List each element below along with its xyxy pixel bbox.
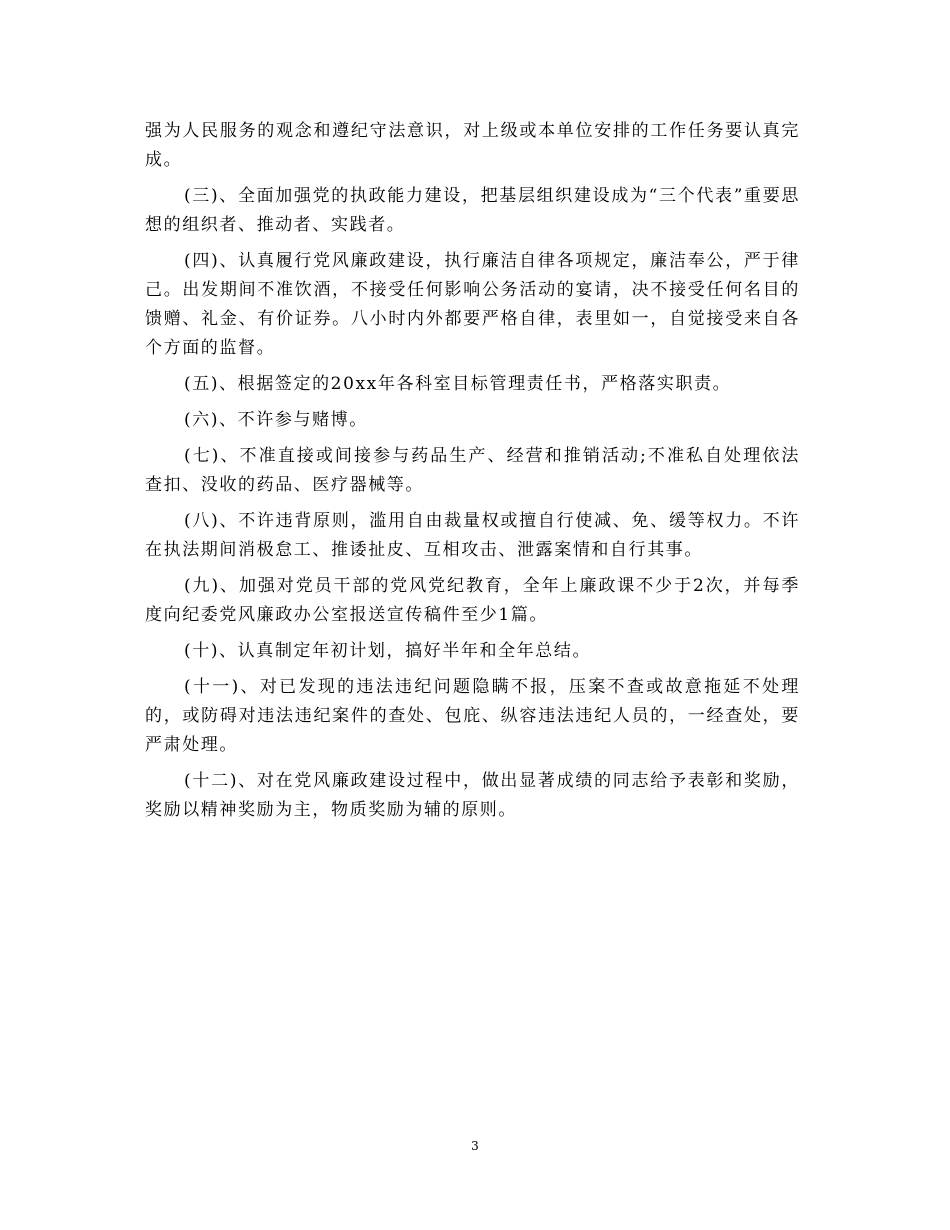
paragraph-item-12: (十二)、对在党风廉政建设过程中，做出显著成绩的同志给予表彰和奖励，奖励以精神奖励为主，物质奖励为辅的原则。 [145,771,800,820]
paragraph-item-9: (九)、加强对党员干部的党风党纪教育，全年上廉政课不少于2次，并每季度向纪委党风廉政办公室报送宣传稿件至少1篇。 [145,576,800,625]
paragraph-item-4: (四)、认真履行党风廉政建设，执行廉洁自律各项规定，廉洁奉公，严于律己。出发期间不准饮酒，不接受任何影响公务活动的宴请，决不接受任何名目的馈赠、礼金、有价证券。八小时内外都要严格自律，表里如一，自觉接受来自各个方面的监督。 [145,251,800,358]
page-number: 3 [471,1139,479,1153]
paragraph-item-7: (七)、不准直接或间接参与药品生产、经营和推销活动;不准私自处理依法查扣、没收的药品、医疗器械等。 [145,446,800,495]
paragraph-continuation: 强为人民服务的观念和遵纪守法意识，对上级或本单位安排的工作任务要认真完成。 [145,121,800,170]
paragraph-item-5: (五)、根据签定的20xx年各科室目标管理责任书，严格落实职责。 [184,374,732,394]
paragraph-item-6: (六)、不许参与赌博。 [184,410,368,430]
paragraph-item-3: (三)、全面加强党的执政能力建设，把基层组织建设成为“三个代表”重要思想的组织者、推动者、实践者。 [145,186,800,235]
document-body [145,117,800,832]
paragraph-item-11: (十一)、对已发现的违法违纪问题隐瞒不报，压案不查或故意拖延不处理的，或防碍对违法违纪案件的查处、包庇、纵容违法违纪人员的，一经查处，要严肃处理。 [145,677,800,755]
paragraph-item-8: (八)、不许违背原则，滥用自由裁量权或擅自行使减、免、缓等权力。不许在执法期间消极怠工、推诿扯皮、互相攻击、泄露案情和自行其事。 [145,511,800,560]
paragraph-item-10: (十)、认真制定年初计划，搞好半年和全年总结。 [184,641,592,661]
